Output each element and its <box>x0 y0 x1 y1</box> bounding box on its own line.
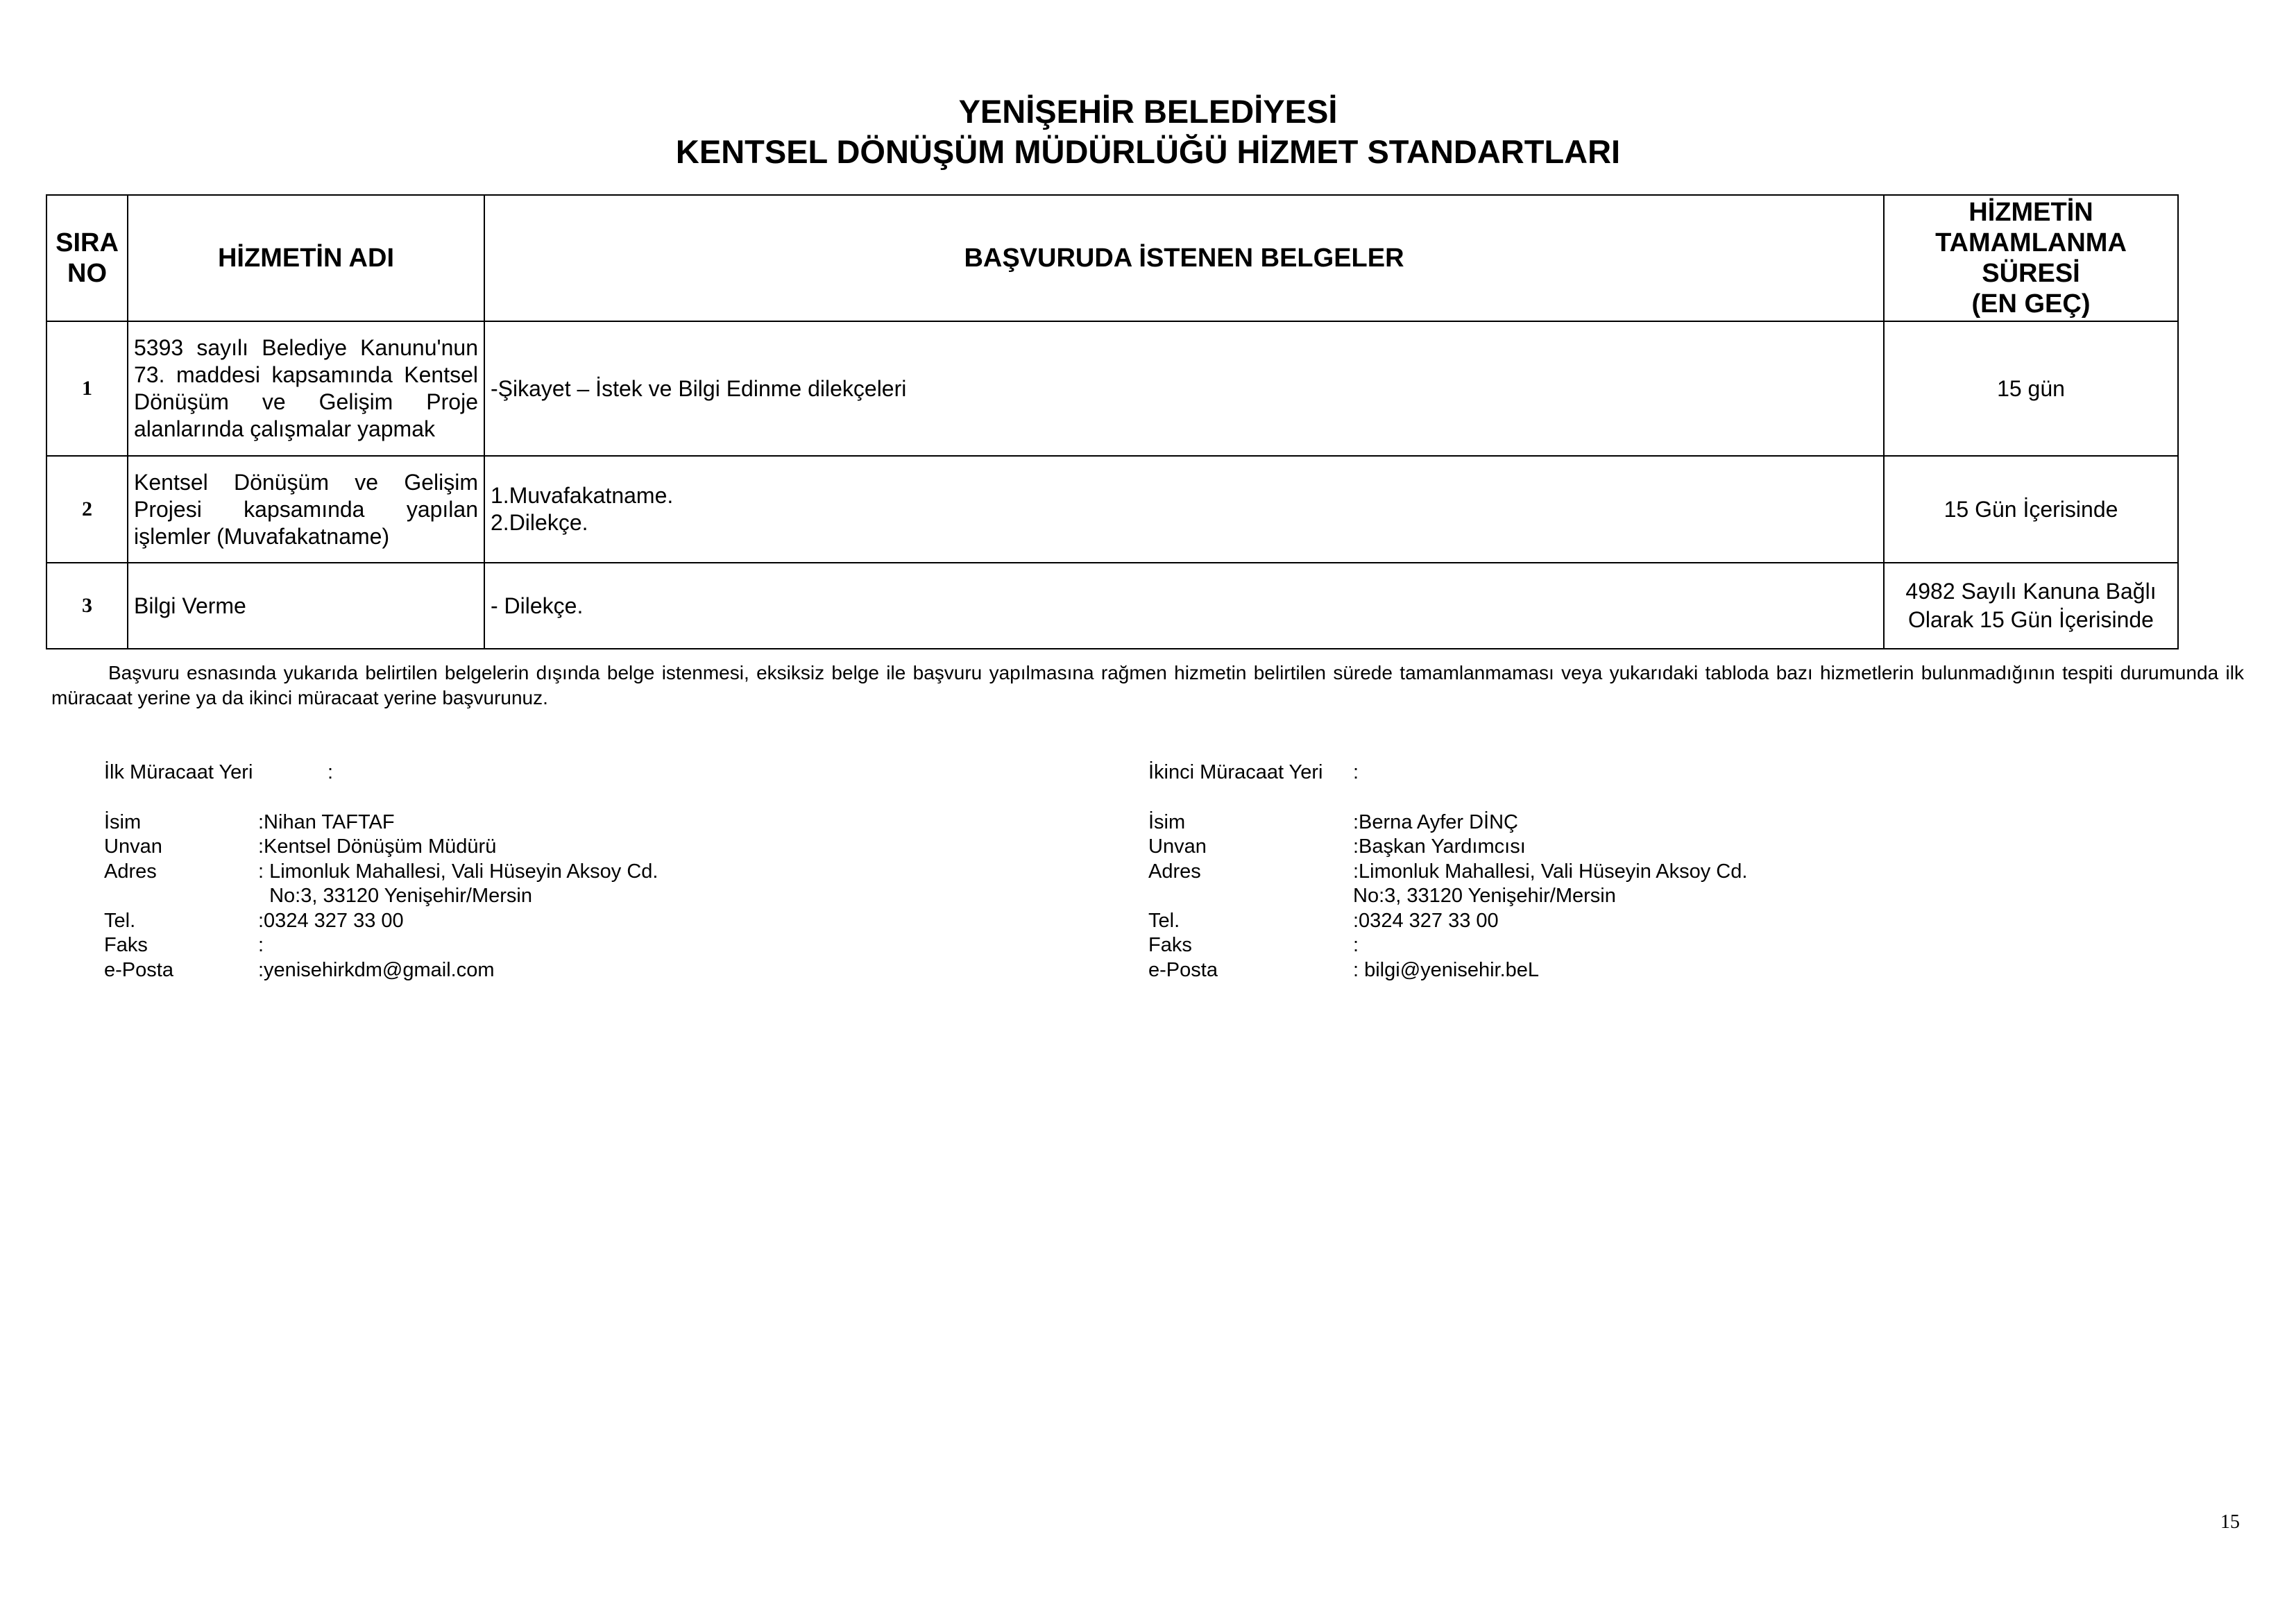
contact-email: :yenisehirkdm@gmail.com <box>258 958 495 981</box>
second-application-contact: İkinci Müracaat Yeri : İsim :Berna Ayfer DİNÇ Unvan :Başkan Yardımcısı Adres :Limonluk Mahallesi, Vali Hüseyin Aksoy Cd. No:3, 33120 Yenişehir/Mersin Tel. :0324 327 33 00 Faks : e-Posta : bilgi@yenisehir.beL <box>1148 760 1747 983</box>
table-row <box>46 563 2178 649</box>
page-title-line1: YENİŞEHİR BELEDİYESİ <box>958 93 1338 130</box>
contact-address-line2: No:3, 33120 Yenişehir/Mersin <box>1353 885 1616 907</box>
contact-address: :Limonluk Mahallesi, Vali Hüseyin Aksoy Cd. <box>1353 860 1748 883</box>
contact-fax: : <box>258 934 264 956</box>
column-header-hizmet-adi: HİZMETİN ADI <box>128 195 484 321</box>
column-header-belgeler: BAŞVURUDA İSTENEN BELGELER <box>484 195 1884 321</box>
contact-name: :Berna Ayfer DİNÇ <box>1353 810 1519 833</box>
completion-time: 15 gün <box>1884 321 2178 456</box>
contact-address-line2: No:3, 33120 Yenişehir/Mersin <box>258 885 532 907</box>
contact-phone: :0324 327 33 00 <box>1353 909 1499 932</box>
contact-heading: İkinci Müracaat Yeri <box>1148 761 1323 783</box>
row-number: 3 <box>46 563 128 649</box>
contact-address: : Limonluk Mahallesi, Vali Hüseyin Aksoy Cd. <box>258 860 658 883</box>
column-header-sure: HİZMETİN TAMAMLANMA SÜRESİ (EN GEÇ) <box>1884 195 2178 321</box>
service-standards-table <box>46 194 2179 649</box>
contact-title: :Kentsel Dönüşüm Müdürü <box>258 835 497 858</box>
completion-time: 15 Gün İçerisinde <box>1884 456 2178 563</box>
table-row <box>46 321 2178 456</box>
row-number: 1 <box>46 321 128 456</box>
service-name: Kentsel Dönüşüm ve Gelişim Projesi kapsamında yapılan işlemler (Muvafakatname) <box>128 456 484 563</box>
required-documents: - Dilekçe. <box>484 563 1884 649</box>
first-application-contact: İlk Müracaat Yeri : İsim :Nihan TAFTAF Unvan :Kentsel Dönüşüm Müdürü Adres : Limonluk Mahallesi, Vali Hüseyin Aksoy Cd. No:3, 33120 Yenişehir/Mersin Tel. :0324 327 33 00 Faks : e-Posta :yenisehirkdm@gmail.com <box>104 760 658 983</box>
table-row <box>46 456 2178 563</box>
contact-phone: :0324 327 33 00 <box>258 909 404 932</box>
service-name: Bilgi Verme <box>128 563 484 649</box>
row-number: 2 <box>46 456 128 563</box>
application-note: Başvuru esnasında yukarıda belirtilen belgelerin dışında belge istenmesi, eksiksiz belge ile başvuru yapılmasına rağmen hizmetin belirtilen sürede tamamlanmaması veya yukarıdaki tabloda bazı hizmetlerin bulunmadığının tespiti durumunda ilk müracaat yerine ya da ikinci müracaat yerine başvurunuz. <box>51 662 2244 708</box>
page-title-line2: KENTSEL DÖNÜŞÜM MÜDÜRLÜĞÜ HİZMET STANDARTLARI <box>675 133 1621 170</box>
completion-time: 4982 Sayılı Kanuna Bağlı Olarak 15 Gün İçerisinde <box>1884 563 2178 649</box>
service-name: 5393 sayılı Belediye Kanunu'nun 73. maddesi kapsamında Kentsel Dönüşüm ve Gelişim Proje alanlarında çalışmalar yapmak <box>128 321 484 456</box>
page-number: 15 <box>2220 1511 2240 1533</box>
contact-email: : bilgi@yenisehir.beL <box>1353 958 1540 981</box>
column-header-sira-no: SIRA NO <box>46 195 128 321</box>
contact-fax: : <box>1353 934 1359 956</box>
contact-name: :Nihan TAFTAF <box>258 810 395 833</box>
table-header-row <box>46 195 2178 321</box>
required-documents: -Şikayet – İstek ve Bilgi Edinme dilekçeleri <box>484 321 1884 456</box>
contact-title: :Başkan Yardımcısı <box>1353 835 1526 858</box>
required-documents: 1.Muvafakatname. 2.Dilekçe. <box>484 456 1884 563</box>
contact-heading: İlk Müracaat Yeri <box>104 761 253 783</box>
